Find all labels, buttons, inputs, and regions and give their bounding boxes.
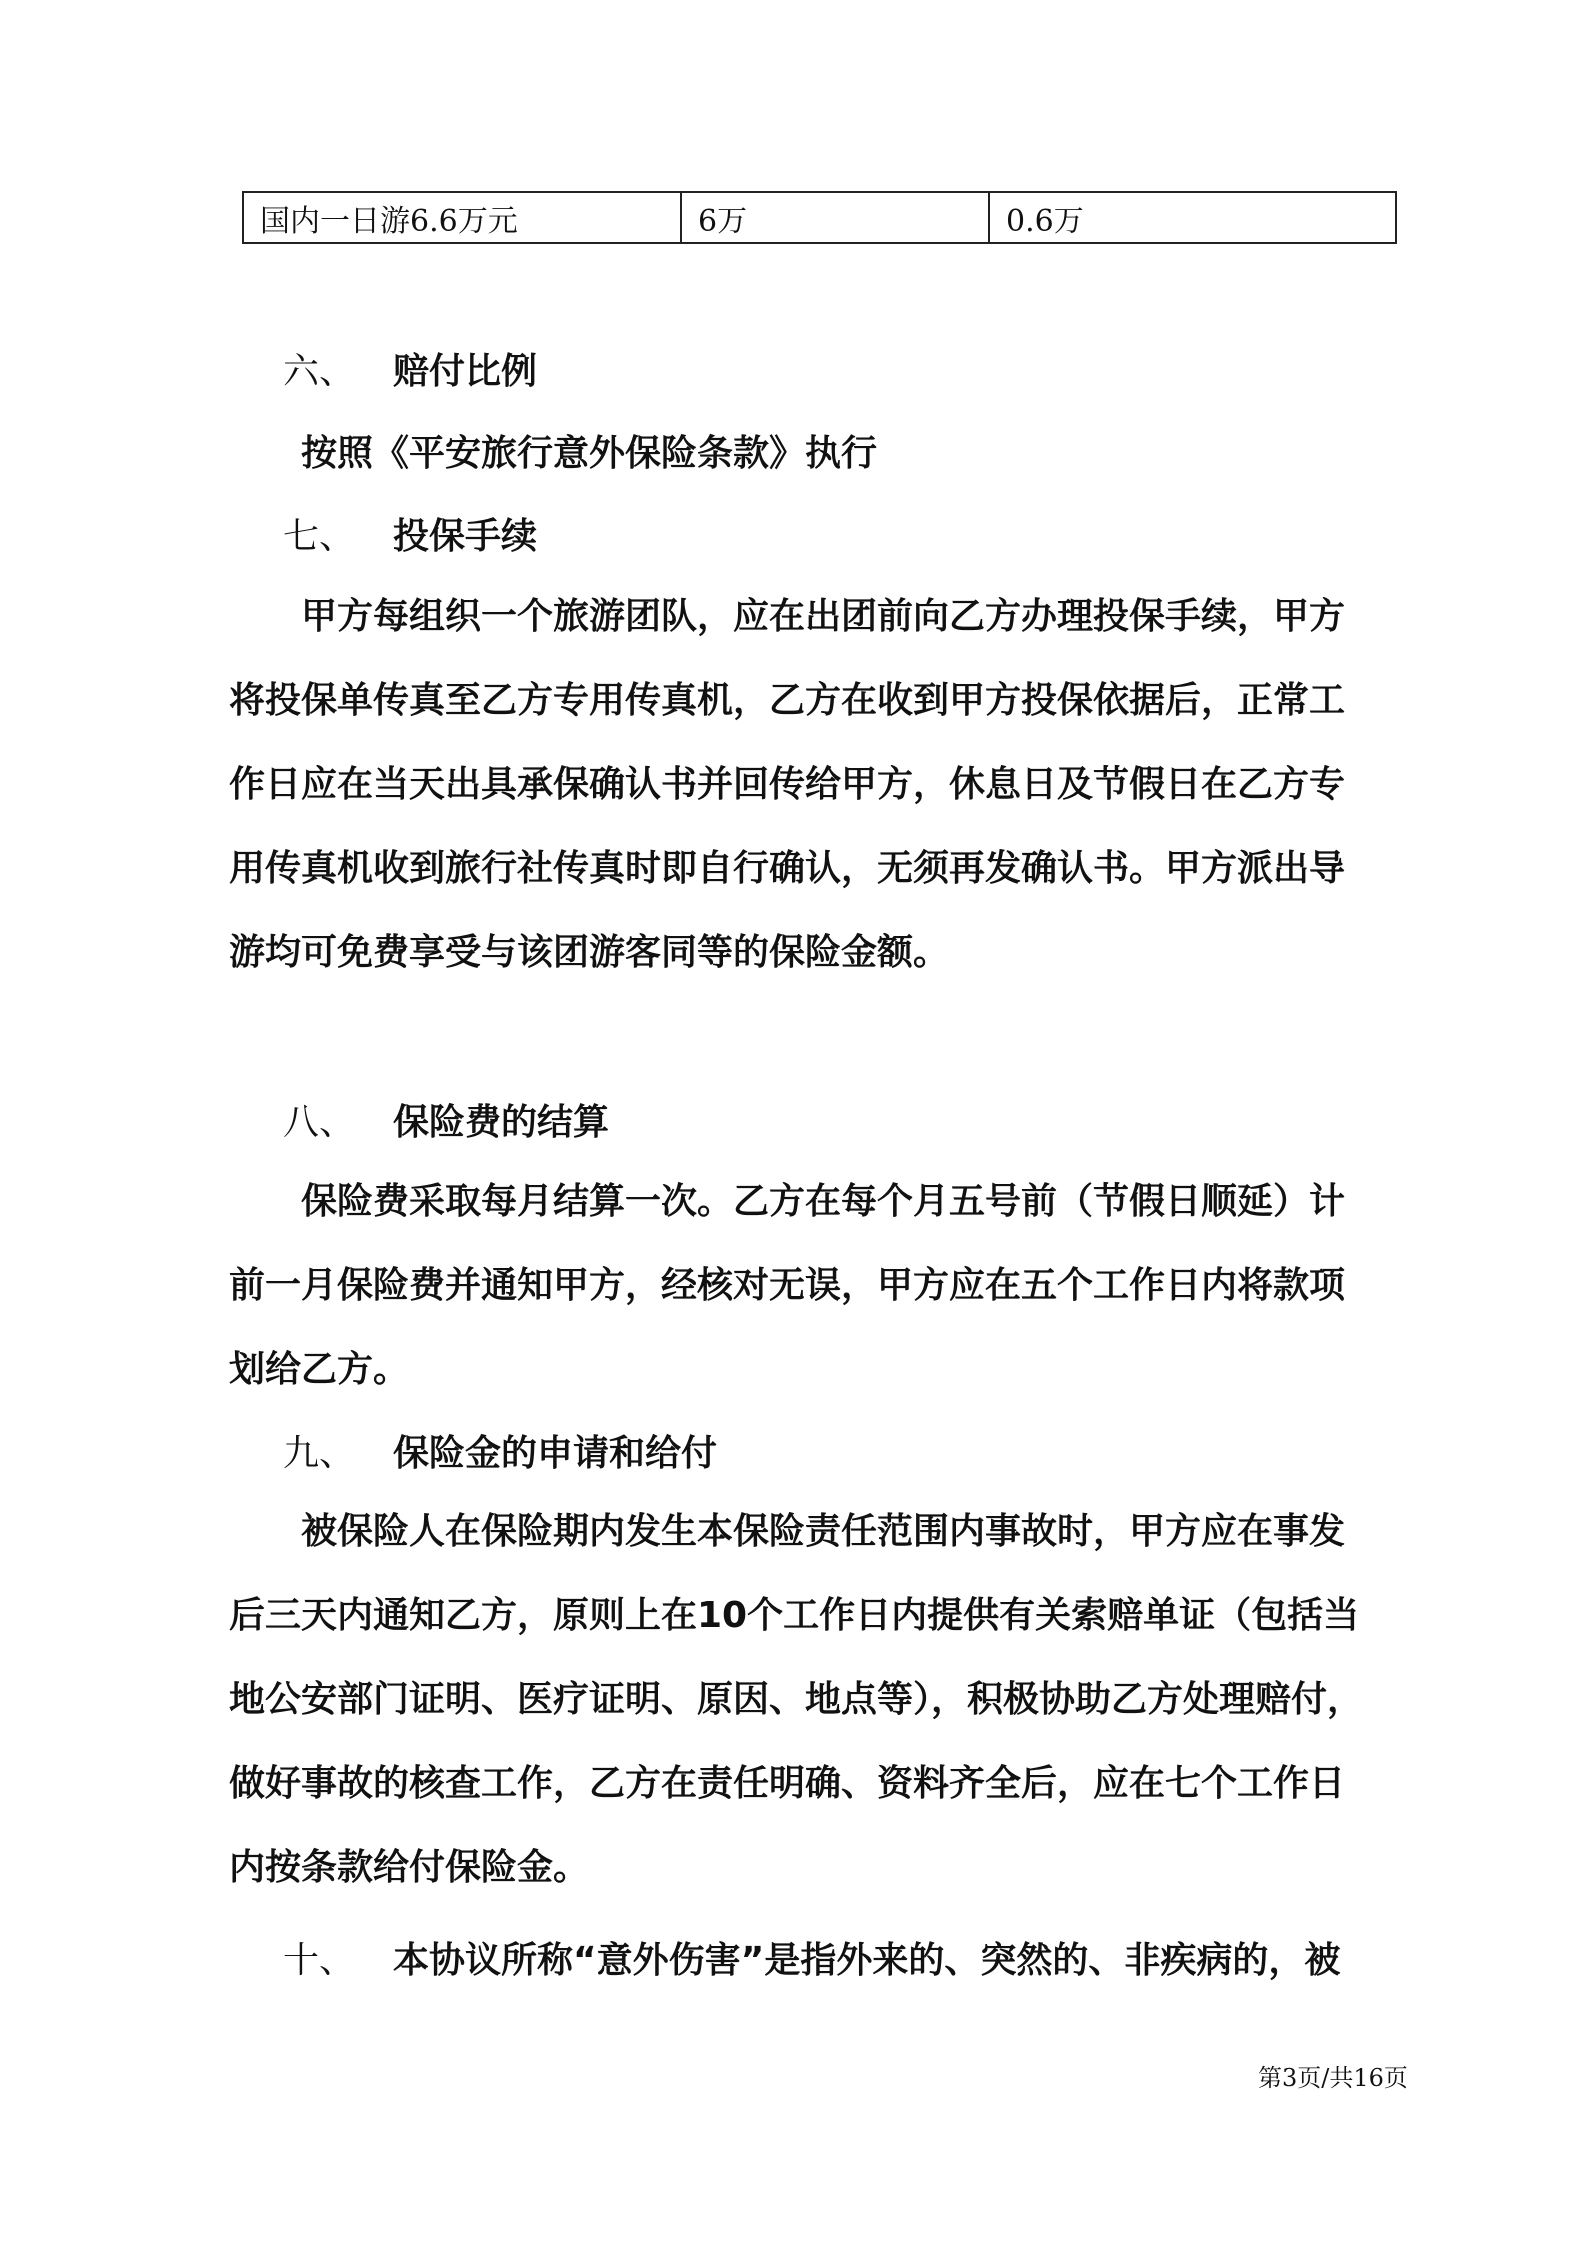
page-number: 第3页/共16页 bbox=[1258, 2064, 1408, 2092]
section-paragraph bbox=[229, 575, 1411, 995]
paragraph-line: 做好事故的核查工作，乙方在责任明确、资料齐全后，应在七个工作日 bbox=[229, 1763, 1346, 1804]
section-paragraph bbox=[229, 1160, 1411, 1412]
paragraph-line: 用传真机收到旅行社传真时即自行确认，无须再发确认书。甲方派出导 bbox=[229, 848, 1346, 889]
section-title: 保险费的结算 bbox=[393, 1102, 610, 1143]
paragraph-line: 前一月保险费并通知甲方，经核对无误，甲方应在五个工作日内将款项 bbox=[229, 1265, 1346, 1306]
section-title: 赔付比例 bbox=[393, 351, 538, 392]
paragraph-line: 划给乙方。 bbox=[229, 1349, 410, 1390]
paragraph-line: 甲方每组织一个旅游团队，应在出团前向乙方办理投保手续，甲方 bbox=[301, 596, 1346, 637]
paragraph-line: 地公安部门证明、医疗证明、原因、地点等），积极协助乙方处理赔付， bbox=[229, 1679, 1364, 1720]
section-number: 十、 bbox=[283, 1940, 356, 1981]
table-cell: 6万 bbox=[681, 192, 989, 243]
section-number: 六、 bbox=[283, 351, 356, 392]
section-title: 保险金的申请和给付 bbox=[393, 1433, 718, 1474]
section-paragraph bbox=[229, 1490, 1411, 1910]
coverage-table bbox=[242, 191, 1397, 244]
section-number: 七、 bbox=[283, 516, 356, 557]
table-row bbox=[243, 192, 1396, 243]
section-number: 九、 bbox=[283, 1433, 356, 1474]
paragraph-line: 游均可免费享受与该团游客同等的保险金额。 bbox=[229, 932, 950, 973]
table-cell: 国内一日游6.6万元 bbox=[243, 192, 681, 243]
paragraph-line: 被保险人在保险期内发生本保险责任范围内事故时，甲方应在事发 bbox=[301, 1511, 1346, 1552]
paragraph-line: 后三天内通知乙方，原则上在10个工作日内提供有关索赔单证（包括当 bbox=[229, 1595, 1360, 1636]
section-text: 按照《平安旅行意外保险条款》执行 bbox=[301, 433, 878, 474]
table-cell: 0.6万 bbox=[989, 192, 1396, 243]
paragraph-line: 将投保单传真至乙方专用传真机，乙方在收到甲方投保依据后，正常工 bbox=[229, 680, 1346, 721]
section-number: 八、 bbox=[283, 1102, 356, 1143]
paragraph-line: 内按条款给付保险金。 bbox=[229, 1847, 590, 1888]
section-title: 本协议所称“意外伤害”是指外来的、突然的、非疾病的，被 bbox=[393, 1940, 1341, 1981]
section-title: 投保手续 bbox=[393, 516, 538, 557]
paragraph-line: 作日应在当天出具承保确认书并回传给甲方，休息日及节假日在乙方专 bbox=[229, 764, 1346, 805]
paragraph-line: 保险费采取每月结算一次。乙方在每个月五号前（节假日顺延）计 bbox=[301, 1181, 1346, 1222]
